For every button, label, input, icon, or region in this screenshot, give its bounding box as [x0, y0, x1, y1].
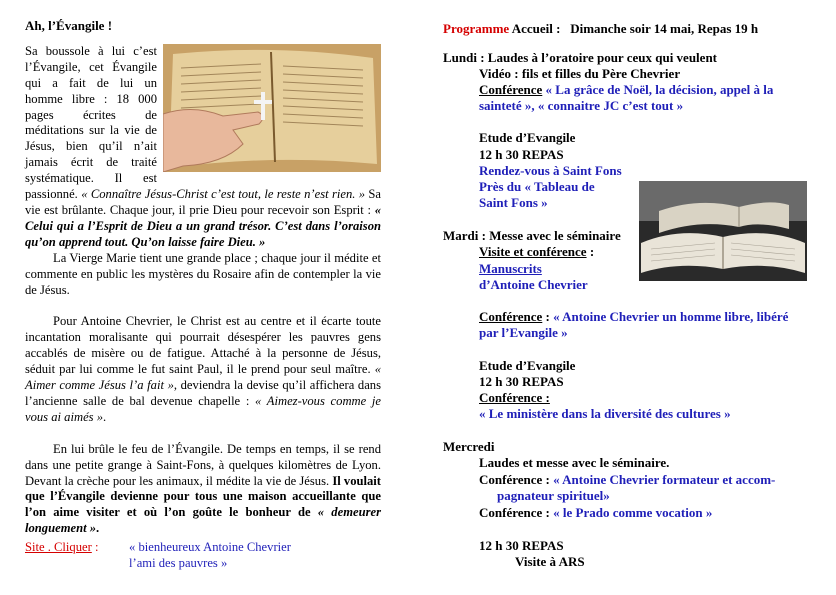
site-link[interactable]: [129, 539, 291, 571]
laudes-line: Laudes et messe avec le séminaire.: [479, 455, 670, 470]
manuscrits-line-1: Manuscrits: [479, 261, 542, 276]
paragraph-1: Sa boussole à lui c’est l’Évangile, cet Évangile qui a fait de lui un homme libre : 18 000 pages écrites de méditations sur la vie de Jésus, bien qu’il n’ait jamais écrit de traité systématique. Il est passionné. « Connaître Jésus-Christ c’est tout, le reste n’est rien. » Sa vie est brûlante. Chaque jour, il prie Dieu pour recevoir son Esprit : « Celui qui a l’Esprit de Dieu a un grand trésor. C’est dans l’oraison qu’on apprend tout. Qu’on laisse faire Dieu. »: [25, 43, 381, 249]
books-image: [639, 181, 807, 281]
mardi-heading: Mardi : Messe avec le séminaire: [443, 228, 621, 243]
conference-3-label: Conférence :: [479, 390, 550, 405]
open-books-illustration: [639, 181, 807, 281]
article-title: Ah, l’Évangile !: [25, 18, 113, 33]
visite-conference: Visite et conférence :: [479, 244, 595, 259]
repas-mardi: 12 h 30 REPAS: [479, 374, 564, 389]
site-label[interactable]: Site . Cliquer: [25, 540, 92, 554]
conference-1: Conférence « La grâce de Noël, la décision, appel à la: [479, 82, 774, 97]
conference-3: « Le ministère dans la diversité des cultures »: [479, 406, 731, 421]
conference-2: Conférence : « Antoine Chevrier un homme libre, libéré: [479, 309, 789, 324]
programme-header: Programme Accueil : Dimanche soir 14 mai, Repas 19 h: [443, 21, 759, 36]
etude-lundi: Etude d’Evangile: [479, 130, 576, 145]
visite-ars: Visite à ARS: [515, 554, 585, 569]
conference-4: Conférence : « Antoine Chevrier formateur et accom-: [479, 472, 776, 487]
paragraph-4: En lui brûle le feu de l’Évangile. De temps en temps, il se rend dans une petite grange à Saint-Fons, à quelques kilomètres de Lyon. Devant la crèche pour les animaux, il médite la vie de Jésus. Il voulait que l’Évangile devienne pour tous une maison accueillante que l’on aime visiter et où l’on goûte le bonheur de « demeurer longuement ».: [25, 441, 381, 536]
bible-hand-image: [163, 44, 381, 172]
site-link-line-2[interactable]: l’ami des pauvres »: [129, 556, 228, 570]
left-column: [25, 18, 381, 537]
lundi-heading: Lundi : Laudes à l’oratoire pour ceux qui veulent: [443, 50, 717, 65]
mercredi-heading: Mercredi: [443, 439, 495, 454]
paragraph-2: La Vierge Marie tient une grande place ; chaque jour il médite et commente en public les mystères du Rosaire afin de contempler la vie de Jésus.: [25, 250, 381, 297]
site-link-line-1[interactable]: « bienheureux Antoine Chevrier: [129, 540, 291, 554]
conference-4-cont: pagnateur spirituel»: [497, 488, 610, 503]
conference-2-cont: par l’Evangile »: [479, 325, 568, 340]
video-line: Vidéo : fils et filles du Père Chevrier: [479, 66, 681, 81]
etude-mardi: Etude d’Evangile: [479, 358, 576, 373]
bible-hand-illustration: [163, 44, 381, 172]
conference-5: Conférence : « le Prado comme vocation »: [479, 505, 713, 520]
site-section: Site . Cliquer :: [25, 540, 99, 554]
repas-lundi: 12 h 30 REPAS: [479, 147, 564, 162]
programme-label: Programme: [443, 21, 510, 36]
paragraph-3: Pour Antoine Chevrier, le Christ est au centre et il écarte toute incantation moralisante qui pourrait désespérer les pauvres gens accablés de misère ou de fatigue. Attaché à la personne de Jésus, séduit par lui comme le fut saint Paul, il le prend pour seul maître. « Aimer comme Jésus l’a fait », deviendra la devise qu’il affichera dans l’ancienne salle de bal devenue chapelle : « Aimez-vous comme je vous ai aimés ».: [25, 314, 381, 424]
repas-mercredi: 12 h 30 REPAS: [479, 538, 564, 553]
manuscrits-line-2: d’Antoine Chevrier: [479, 277, 588, 292]
rdv-line-2: Près du « Tableau de: [479, 179, 595, 194]
rdv-line-3: Saint Fons »: [479, 195, 548, 210]
conference-1-cont: sainteté », « connaitre JC c’est tout »: [479, 98, 684, 113]
rdv-line-1: Rendez-vous à Saint Fons: [479, 163, 622, 178]
